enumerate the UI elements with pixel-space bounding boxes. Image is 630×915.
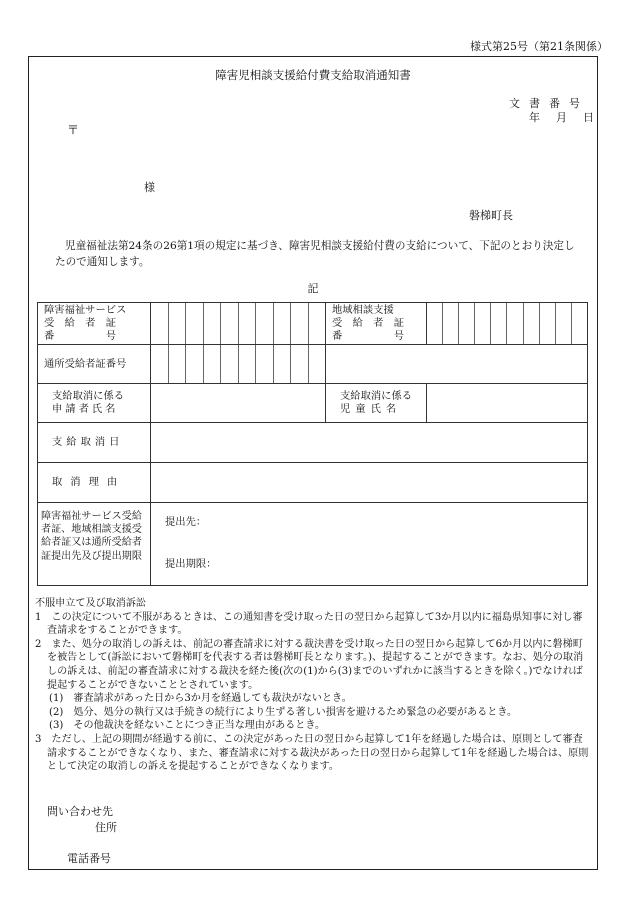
child-name-field[interactable]: [426, 383, 588, 423]
applicant-name-field[interactable]: [150, 383, 326, 423]
details-table: [37, 302, 588, 586]
service-certificate-label: 障害福祉サービス 受 給 者 証 番 号: [37, 302, 151, 345]
address-label: 住所: [95, 821, 117, 834]
submission-field[interactable]: [150, 502, 588, 586]
note-sub-1: (1) 審査請求があった日から3か月を経過しても裁決がないとき。: [49, 693, 352, 705]
addressee-suffix: 様: [144, 181, 155, 194]
inquiry-label: 問い合わせ先: [47, 805, 113, 818]
submit-deadline-label: 提出期限：: [165, 558, 217, 570]
notes-heading: 不服申立て及び取消訴訟: [35, 598, 147, 609]
form-number: 様式第25号（第21条関係）: [470, 40, 608, 53]
community-certificate-number-boxes[interactable]: [426, 302, 588, 345]
cancellation-date-label: 支給取消日: [37, 422, 151, 463]
blank-cell: [325, 344, 588, 384]
cancellation-reason-label: 取消理由: [37, 462, 151, 503]
note-item-1: 1 この決定について不服があるときは、この通知書を受け取った日の翌日から起算して3か月以内に福島県知事に対し審査請求をすることができます。: [35, 611, 583, 637]
day-service-certificate-label: 通所受給者証番号: [37, 344, 151, 384]
note-sub-2: (2) 処分、処分の執行又は手続きの続行により生ずる著しい損害を避けるため緊急の必要があるとき。: [49, 706, 518, 718]
child-name-label: 支給取消に係る 児童氏名: [325, 383, 427, 423]
date-labels: [529, 109, 597, 125]
document-number-label: 文書番号: [509, 97, 589, 110]
form-frame: [28, 56, 598, 870]
service-certificate-number-boxes[interactable]: [150, 302, 326, 345]
cancellation-reason-field[interactable]: [150, 462, 588, 503]
day-label: 日: [583, 111, 594, 124]
note-item-2: 2 また、処分の取消しの訴えは、前記の審査請求に対する裁決書を受け取った日の翌日から起算して6か月以内に磐梯町を被告として(訴訟において磐梯町を代表する者は磐梯町長となります。)、提起することができます。なお、処分の取消しの訴えは、前記の審査請求に対する裁決を経た後(次の(1)から(3)までのいずれかに該当するときを除く。)でなければ提起することができないこととされています。: [35, 638, 584, 691]
postal-mark: 〒: [67, 123, 80, 137]
applicant-name-label: 支給取消に係る 申請者氏名: [37, 383, 151, 423]
issuer-name: 磐梯町長: [469, 209, 513, 222]
ki-heading: 記: [307, 282, 319, 295]
appeal-notes: [35, 597, 591, 774]
community-certificate-label: 地域相談支援 受 給 者 証 番 号: [325, 302, 427, 345]
note-item-3: 3 ただし、上記の期間が経過する前に、この決定があった日の翌日から起算して1年を経過した場合は、原則として審査請求することができなくなり、また、審査請求に対する裁決があった日の翌日から起算して1年を経過した場合は、原則として決定の取消しの訴えを提起することができなくなります。: [35, 733, 589, 773]
note-sub-3: (3) その他裁決を経ないことにつき正当な理由があるとき。: [49, 720, 326, 732]
document-title: 障害児相談支援給付費支給取消通知書: [215, 68, 411, 82]
month-label: 月: [556, 111, 567, 124]
submit-to-label: 提出先：: [165, 516, 207, 528]
cancellation-date-field[interactable]: [150, 422, 588, 463]
day-service-certificate-number-boxes[interactable]: [150, 344, 326, 384]
phone-label: 電話番号: [67, 852, 111, 865]
notice-body: 児童福祉法第24条の26第1項の規定に基づき、障害児相談支援給付費の支給について、下記のとおり決定したので通知します。: [55, 240, 575, 268]
certificate-submission-label: 障害福祉サービス受給者証、地域相談支援受給者証又は通所受給者証提出先及び提出期限: [37, 502, 151, 586]
year-label: 年: [529, 111, 540, 124]
